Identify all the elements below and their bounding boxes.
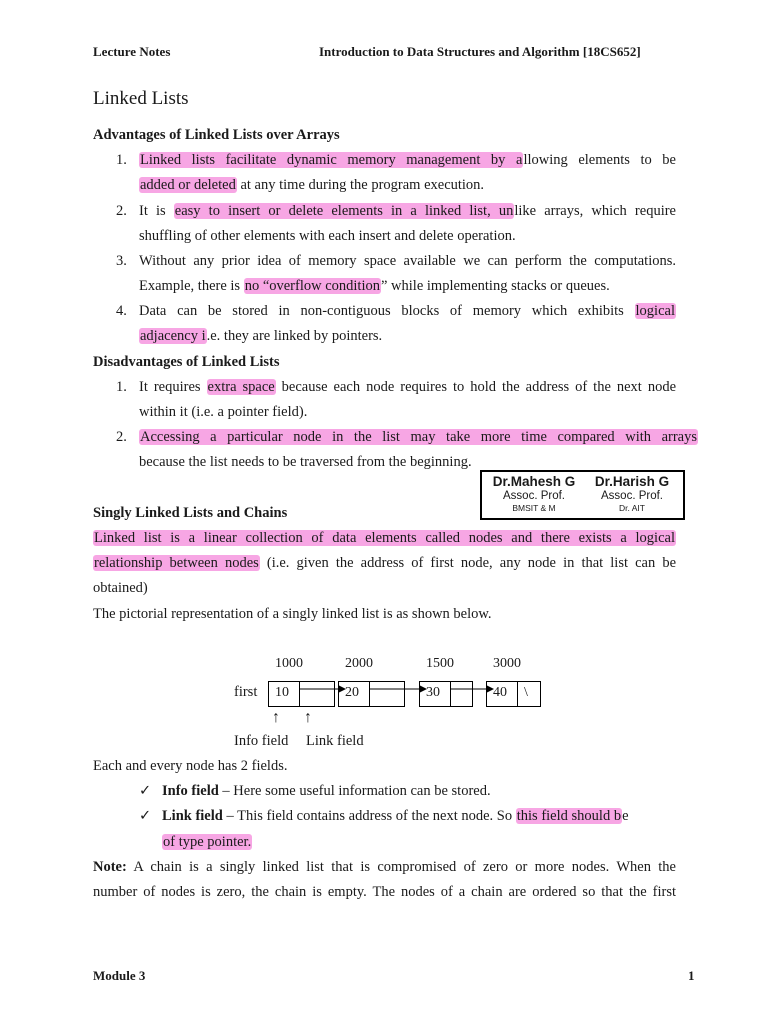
author-right: Dr.Harish G Assoc. Prof. Dr. AIT: [594, 474, 670, 513]
singly-para-line3: obtained): [93, 580, 148, 596]
highlight: of type pointer.: [163, 834, 252, 850]
note-line2: number of nodes is zero, the chain is empty. The nodes of a chain are ordered so that the first: [93, 884, 676, 900]
page-title: Linked Lists: [93, 88, 189, 109]
info-field-bullet: Info field – Here some useful information can be stored.: [162, 783, 491, 799]
adv-item3-number: 3.: [116, 253, 127, 269]
header-right: Introduction to Data Structures and Algorithm [18CS652]: [319, 44, 641, 59]
adv-item2-line2: shuffling of other elements with each insert and delete operation.: [139, 228, 516, 244]
node-address: 3000: [493, 656, 521, 671]
highlight: adjacency i: [140, 328, 206, 344]
pictorial-text: The pictorial representation of a singly linked list is as shown below.: [93, 606, 492, 622]
highlight: Accessing a particular node in the list may take more time compared with arrays: [140, 429, 697, 445]
dis-item2-line2: because the list needs to be traversed from the beginning.: [139, 454, 472, 470]
link-field-label: Link field: [306, 733, 364, 749]
singly-heading: Singly Linked Lists and Chains: [93, 505, 288, 521]
null-link: \: [524, 685, 528, 700]
highlight: easy to insert or delete elements in a linked list, un: [174, 203, 514, 219]
advantages-heading: Advantages of Linked Lists over Arrays: [93, 127, 340, 143]
note-line1: Note: A chain is a singly linked list that is compromised of zero or more nodes. When the: [93, 859, 676, 875]
first-pointer-label: first: [234, 684, 258, 700]
header-left: Lecture Notes: [93, 44, 171, 59]
highlight: logical: [635, 303, 675, 319]
node-info: 40: [493, 685, 507, 700]
dis-item1-number: 1.: [116, 379, 127, 395]
highlight: Linked lists facilitate dynamic memory management by a: [140, 152, 523, 168]
highlight: added or deleted: [140, 177, 236, 193]
node-info: 10: [275, 685, 289, 700]
highlight: no “overflow condition: [244, 278, 380, 294]
dis-item1-line1: It requires extra space because each node requires to hold the address of the next node: [139, 379, 677, 395]
node-address: 2000: [345, 656, 373, 671]
highlight: Linked list is a linear collection of data elements called nodes and there exists a logical: [94, 530, 675, 546]
node-info: 30: [426, 685, 440, 700]
highlight: this field should b: [516, 808, 622, 824]
adv-item1-number: 1.: [116, 152, 127, 168]
check-icon: ✓: [139, 783, 152, 799]
footer-module: Module 3: [93, 968, 146, 983]
adv-item4-line1: Data can be stored in non-contiguous blocks of memory which exhibits logical: [139, 303, 675, 319]
author-left: Dr.Mahesh G Assoc. Prof. BMSIT & M: [492, 474, 576, 513]
dis-item2-number: 2.: [116, 429, 127, 445]
adv-item4-line2: adjacency i.e. they are linked by pointers.: [140, 328, 383, 344]
node-info: 20: [345, 685, 359, 700]
disadvantages-heading: Disadvantages of Linked Lists: [93, 354, 280, 370]
fields-intro: Each and every node has 2 fields.: [93, 758, 288, 774]
node-address: 1500: [426, 656, 454, 671]
highlight: relationship between nodes: [94, 555, 259, 571]
adv-item4-number: 4.: [116, 303, 127, 319]
page-number: 1: [688, 968, 695, 983]
node-address: 1000: [275, 656, 303, 671]
adv-item1-line1: Linked lists facilitate dynamic memory management by allowing elements to be: [140, 152, 676, 168]
info-field-label: Info field: [234, 733, 289, 749]
adv-item1-line2: added or deleted at any time during the program execution.: [140, 177, 485, 193]
link-field-bullet: Link field – This field contains address of the next node. So this field should be: [162, 808, 629, 824]
adv-item2-line1: It is easy to insert or delete elements in a linked list, unlike arrays, which require: [139, 203, 676, 219]
up-arrow-icon: ↑: [272, 709, 280, 726]
link-field-line2: [162, 834, 252, 851]
highlight: extra space: [207, 379, 275, 395]
up-arrow-icon: ↑: [304, 709, 312, 726]
adv-item2-number: 2.: [116, 203, 127, 219]
dis-item1-line2: within it (i.e. a pointer field).: [139, 404, 308, 420]
adv-item3-line1: Without any prior idea of memory space available we can perform the computations.: [139, 253, 676, 269]
adv-item3-line2: Example, there is no “overflow condition” while implementing stacks or queues.: [139, 278, 610, 294]
singly-para-line2: relationship between nodes (i.e. given the address of first node, any node in that list can be: [94, 555, 677, 571]
check-icon: ✓: [139, 808, 152, 824]
